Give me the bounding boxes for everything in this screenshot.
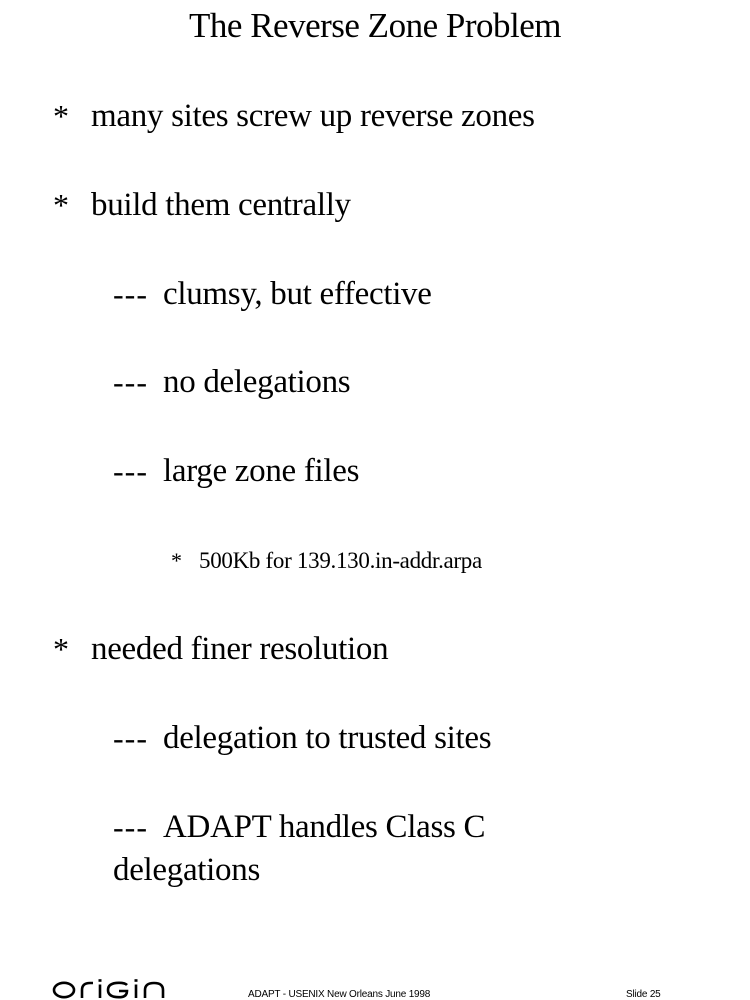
- sub-bullet-text: delegation to trusted sites: [163, 720, 492, 756]
- sub-sub-bullet-text: 500Kb for 139.130.in-addr.arpa: [199, 548, 482, 573]
- sub-bullet-text: ADAPT handles Class C: [163, 809, 486, 845]
- bullet-text: needed finer resolution: [91, 631, 389, 667]
- dash-marker: ---: [113, 809, 148, 845]
- slide-title: The Reverse Zone Problem: [189, 6, 561, 45]
- dash-marker: ---: [113, 364, 148, 400]
- bullet-marker: *: [53, 187, 69, 223]
- footer-event-text: ADAPT - USENIX New Orleans June 1998: [248, 989, 431, 1000]
- dash-marker: ---: [113, 276, 148, 312]
- bullet-marker: *: [53, 98, 69, 134]
- bullet-marker: *: [53, 631, 69, 667]
- dash-marker: ---: [113, 453, 148, 489]
- bullet-text: many sites screw up reverse zones: [91, 98, 535, 134]
- slide-number: Slide 25: [626, 989, 661, 1000]
- sub-bullet-text: clumsy, but effective: [163, 276, 432, 312]
- origin-logo: [52, 978, 168, 1000]
- bullet-text: build them centrally: [91, 187, 351, 223]
- sub-bullet-text: large zone files: [163, 453, 360, 489]
- dash-marker: ---: [113, 720, 148, 756]
- bullet-marker: *: [171, 548, 182, 573]
- sub-bullet-continuation: delegations: [113, 852, 260, 888]
- slide-footer: [0, 978, 750, 1000]
- sub-bullet-text: no delegations: [163, 364, 351, 400]
